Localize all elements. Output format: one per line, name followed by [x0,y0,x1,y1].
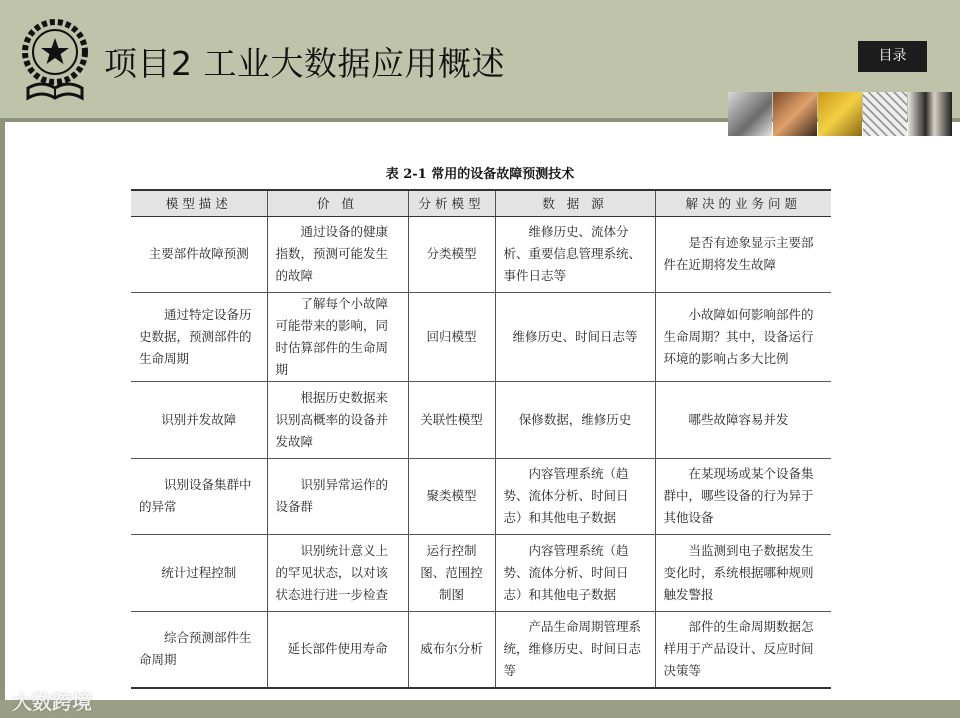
school-emblem-icon [18,18,92,102]
table-cell: 产品生命周期管理系统，维修历史、时间日志等 [495,611,655,688]
table-cell: 回归模型 [408,293,495,382]
page-title: 项目2 工业大数据应用概述 [104,44,505,83]
fault-prediction-table [131,189,831,689]
photo-keyboard [728,92,772,136]
table-row [131,382,831,459]
table-cell: 主要部件故障预测 [131,216,267,293]
table-cell: 识别并发故障 [131,382,267,459]
table-row [131,458,831,535]
table-row [131,611,831,688]
table-cell: 识别统计意义上的罕见状态，以对该状态进行进一步检查 [267,535,408,612]
table-cell: 延长部件使用寿命 [267,611,408,688]
table-cell: 聚类模型 [408,458,495,535]
photo-business [908,92,952,136]
photo-strip [728,92,952,136]
left-accent-bar [0,122,5,702]
table-cell: 通过特定设备历史数据，预测部件的生命周期 [131,293,267,382]
table-cell: 分类模型 [408,216,495,293]
toc-button[interactable]: 目录 [858,41,927,72]
table-cell: 内容管理系统（趋势、流体分析、时间日志）和其他电子数据 [495,535,655,612]
header-data-source: 数 据 源 [495,190,655,216]
table-cell: 了解每个小故障可能带来的影响，同时估算部件的生命周期 [267,293,408,382]
photo-grid [863,92,907,136]
table-cell: 部件的生命周期数据怎样用于产品设计、反应时间决策等 [655,611,831,688]
table-cell: 是否有迹象显示主要部件在近期将发生故障 [655,216,831,293]
table-cell: 内容管理系统（趋势、流体分析、时间日志）和其他电子数据 [495,458,655,535]
table-caption: 表 2-1 常用的设备故障预测技术 [385,167,575,182]
table-cell: 统计过程控制 [131,535,267,612]
table-row [131,293,831,382]
footer-bar [0,700,960,718]
table-cell: 威布尔分析 [408,611,495,688]
table-row [131,216,831,293]
table-cell: 维修历史、时间日志等 [495,293,655,382]
table-cell: 小故障如何影响部件的生命周期？其中，设备运行环境的影响占多大比例 [655,293,831,382]
table-cell: 识别异常运作的设备群 [267,458,408,535]
table-header-row [131,190,831,216]
table-cell: 根据历史数据来识别高概率的设备并发故障 [267,382,408,459]
table-cell: 在某现场或某个设备集群中，哪些设备的行为异于其他设备 [655,458,831,535]
table-cell: 关联性模型 [408,382,495,459]
photo-gold [818,92,862,136]
header-business-problem: 解决的业务问题 [655,190,831,216]
table-cell: 保修数据，维修历史 [495,382,655,459]
table-cell: 哪些故障容易并发 [655,382,831,459]
watermark: 大数跨境 [12,690,92,714]
table-cell: 通过设备的健康指数，预测可能发生的故障 [267,216,408,293]
header-value: 价 值 [267,190,408,216]
header-analysis-model: 分析模型 [408,190,495,216]
table-row [131,535,831,612]
table-cell: 维修历史、流体分析、重要信息管理系统、事件日志等 [495,216,655,293]
table-cell: 识别设备集群中的异常 [131,458,267,535]
photo-people [773,92,817,136]
table-cell: 运行控制图、范围控制图 [408,535,495,612]
table-cell: 综合预测部件生命周期 [131,611,267,688]
header-model-description: 模型描述 [131,190,267,216]
table-cell: 当监测到电子数据发生变化时，系统根据哪种规则触发警报 [655,535,831,612]
